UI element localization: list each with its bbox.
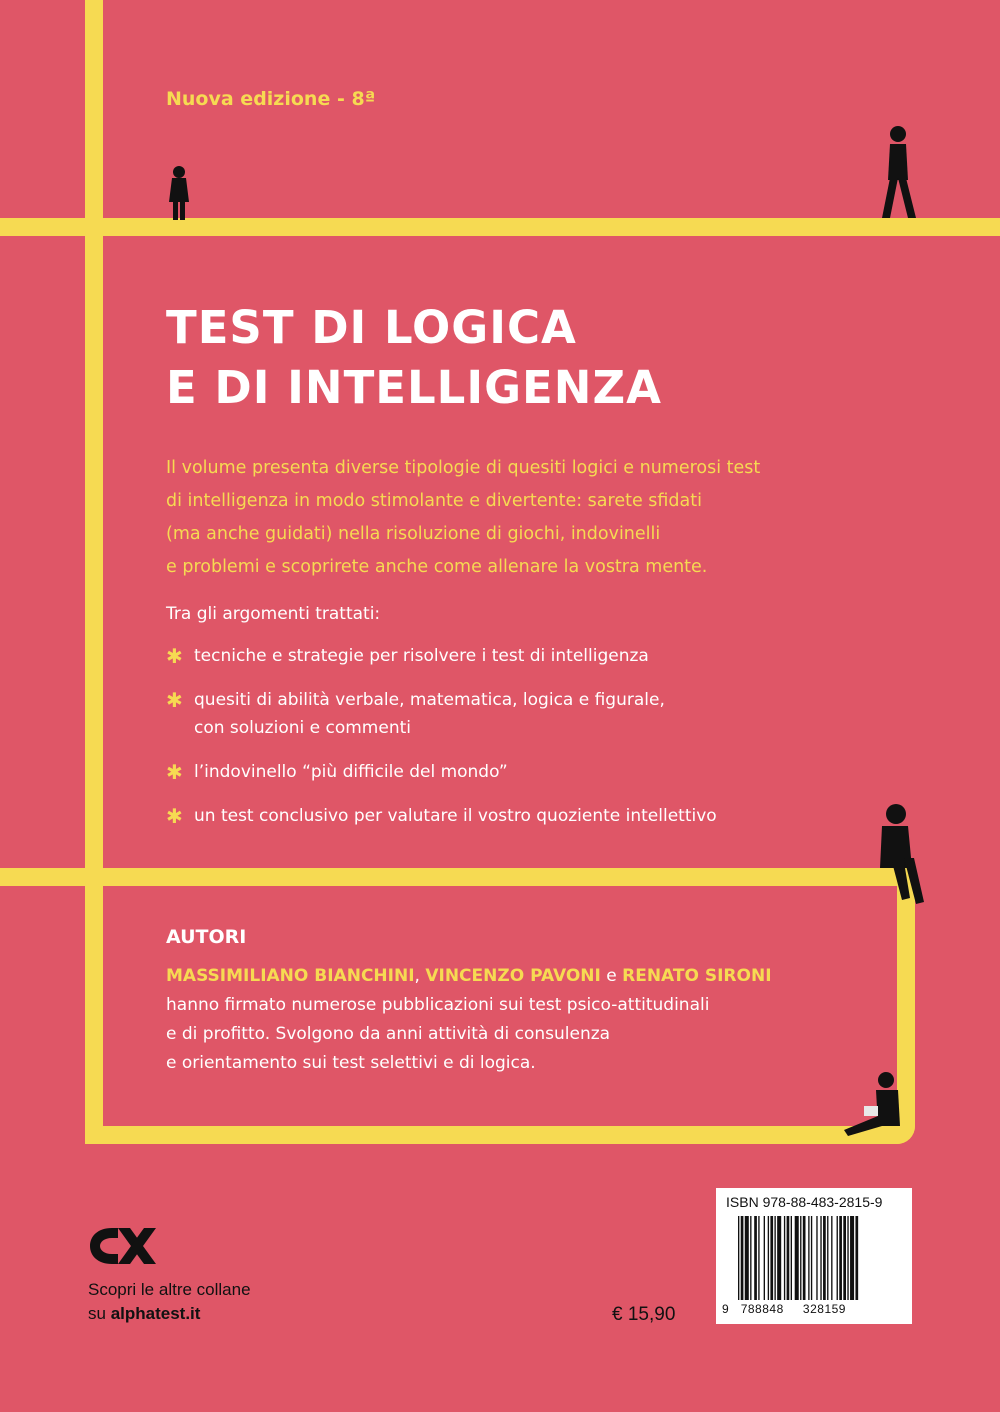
intro-line: Il volume presenta diverse tipologie di quesiti logici e numerosi test bbox=[166, 458, 761, 478]
list-item-text: un test conclusivo per valutare il vostro quoziente intellettivo bbox=[194, 806, 717, 826]
barcode-bar bbox=[837, 1216, 838, 1300]
author-name: RENATO SIRONI bbox=[622, 966, 772, 986]
author-name: VINCENZO PAVONI bbox=[425, 966, 601, 986]
book-title-line-1: TEST DI LOGICA bbox=[166, 301, 577, 354]
barcode-bar bbox=[839, 1216, 842, 1300]
barcode-digits bbox=[722, 1302, 846, 1316]
author-separator: , bbox=[414, 966, 426, 986]
asterisk-bullet-icon: ✱ bbox=[166, 644, 183, 668]
barcode-bar bbox=[754, 1216, 757, 1300]
list-item bbox=[166, 686, 846, 742]
barcode-bar bbox=[764, 1216, 765, 1300]
authors-heading: AUTORI bbox=[166, 926, 247, 948]
discover-line-2 bbox=[88, 1302, 251, 1326]
barcode-bar bbox=[843, 1216, 846, 1300]
barcode-bar bbox=[758, 1216, 759, 1300]
discover-collections-text bbox=[88, 1278, 251, 1326]
barcode-bar bbox=[784, 1216, 785, 1300]
authors-names bbox=[166, 962, 772, 991]
vertical-line-left bbox=[85, 0, 103, 1010]
standing-woman-silhouette-icon bbox=[163, 164, 195, 220]
list-item bbox=[166, 758, 846, 786]
list-item bbox=[166, 642, 846, 670]
list-item-text: tecniche e strategie per risolvere i test di intelligenza bbox=[194, 646, 649, 666]
intro-line: di intelligenza in modo stimolante e divertente: sarete sfidati bbox=[166, 491, 702, 511]
barcode-bar bbox=[738, 1216, 739, 1300]
barcode-bar bbox=[808, 1216, 809, 1300]
sitting-man-silhouette-icon bbox=[874, 802, 930, 906]
barcode-bar bbox=[800, 1216, 801, 1300]
horizontal-line-top bbox=[0, 218, 1000, 236]
barcode-bar bbox=[827, 1216, 828, 1300]
walking-man-silhouette-icon bbox=[876, 124, 920, 220]
asterisk-bullet-icon: ✱ bbox=[166, 804, 183, 828]
barcode-bar bbox=[787, 1216, 790, 1300]
barcode-bar bbox=[850, 1216, 854, 1300]
asterisk-bullet-icon: ✱ bbox=[166, 760, 183, 784]
barcode-digits-right: 328159 bbox=[802, 1302, 846, 1316]
barcode-bar bbox=[750, 1216, 751, 1300]
barcode-bar bbox=[791, 1216, 792, 1300]
website-link[interactable]: alphatest.it bbox=[110, 1304, 201, 1323]
barcode-bar bbox=[770, 1216, 773, 1300]
barcode-bar bbox=[855, 1216, 858, 1300]
topics-heading: Tra gli argomenti trattati: bbox=[166, 604, 381, 624]
barcode-bar bbox=[768, 1216, 769, 1300]
alpha-test-logo-icon bbox=[88, 1226, 158, 1266]
barcode-bar bbox=[774, 1216, 775, 1300]
barcode-bar bbox=[831, 1216, 832, 1300]
barcode-bar bbox=[823, 1216, 826, 1300]
authors-line: e orientamento sui test selettivi e di logica. bbox=[166, 1053, 536, 1073]
discover-line-1: Scopri le altre collane bbox=[88, 1280, 251, 1299]
barcode-bar bbox=[820, 1216, 821, 1300]
discover-prefix: su bbox=[88, 1304, 111, 1323]
edition-label: Nuova edizione - 8ª bbox=[166, 88, 376, 110]
sitting-reader-silhouette-icon bbox=[842, 1070, 908, 1142]
authors-paragraph bbox=[166, 962, 772, 1078]
barcode-bar bbox=[795, 1216, 799, 1300]
authors-line: e di profitto. Svolgono da anni attività di consulenza bbox=[166, 1024, 611, 1044]
list-item-text: con soluzioni e commenti bbox=[194, 718, 411, 738]
isbn-barcode bbox=[716, 1188, 912, 1324]
barcode-bar bbox=[741, 1216, 744, 1300]
isbn-label: ISBN 978-88-483-2815-9 bbox=[726, 1194, 883, 1210]
book-title bbox=[166, 298, 662, 418]
list-item-text: quesiti di abilità verbale, matematica, logica e figurale, bbox=[194, 690, 665, 710]
barcode-bar bbox=[847, 1216, 848, 1300]
authors-line: hanno firmato numerose pubblicazioni sui test psico-attitudinali bbox=[166, 995, 710, 1015]
barcode-bar bbox=[816, 1216, 817, 1300]
book-title-line-2: E DI INTELLIGENZA bbox=[166, 361, 662, 414]
author-name: MASSIMILIANO BIANCHINI bbox=[166, 966, 415, 986]
barcode-bar bbox=[777, 1216, 781, 1300]
intro-line: (ma anche guidati) nella risoluzione di giochi, indovinelli bbox=[166, 524, 661, 544]
price-label: € 15,90 bbox=[612, 1304, 676, 1325]
list-item bbox=[166, 802, 846, 830]
intro-paragraph bbox=[166, 452, 866, 584]
topics-list bbox=[166, 642, 846, 846]
barcode-digits-left: 788848 bbox=[740, 1302, 784, 1316]
author-separator: e bbox=[600, 966, 623, 986]
intro-line: e problemi e scoprirete anche come allenare la vostra mente. bbox=[166, 557, 708, 577]
barcode-bar bbox=[803, 1216, 806, 1300]
list-item-text: l’indovinello “più difficile del mondo” bbox=[194, 762, 508, 782]
asterisk-bullet-icon: ✱ bbox=[166, 688, 183, 712]
authors-frame-left bbox=[85, 868, 103, 1144]
barcode-digit-first: 9 bbox=[722, 1302, 730, 1316]
barcode-bar bbox=[811, 1216, 812, 1300]
barcode-bars bbox=[738, 1216, 902, 1300]
barcode-bar bbox=[745, 1216, 749, 1300]
